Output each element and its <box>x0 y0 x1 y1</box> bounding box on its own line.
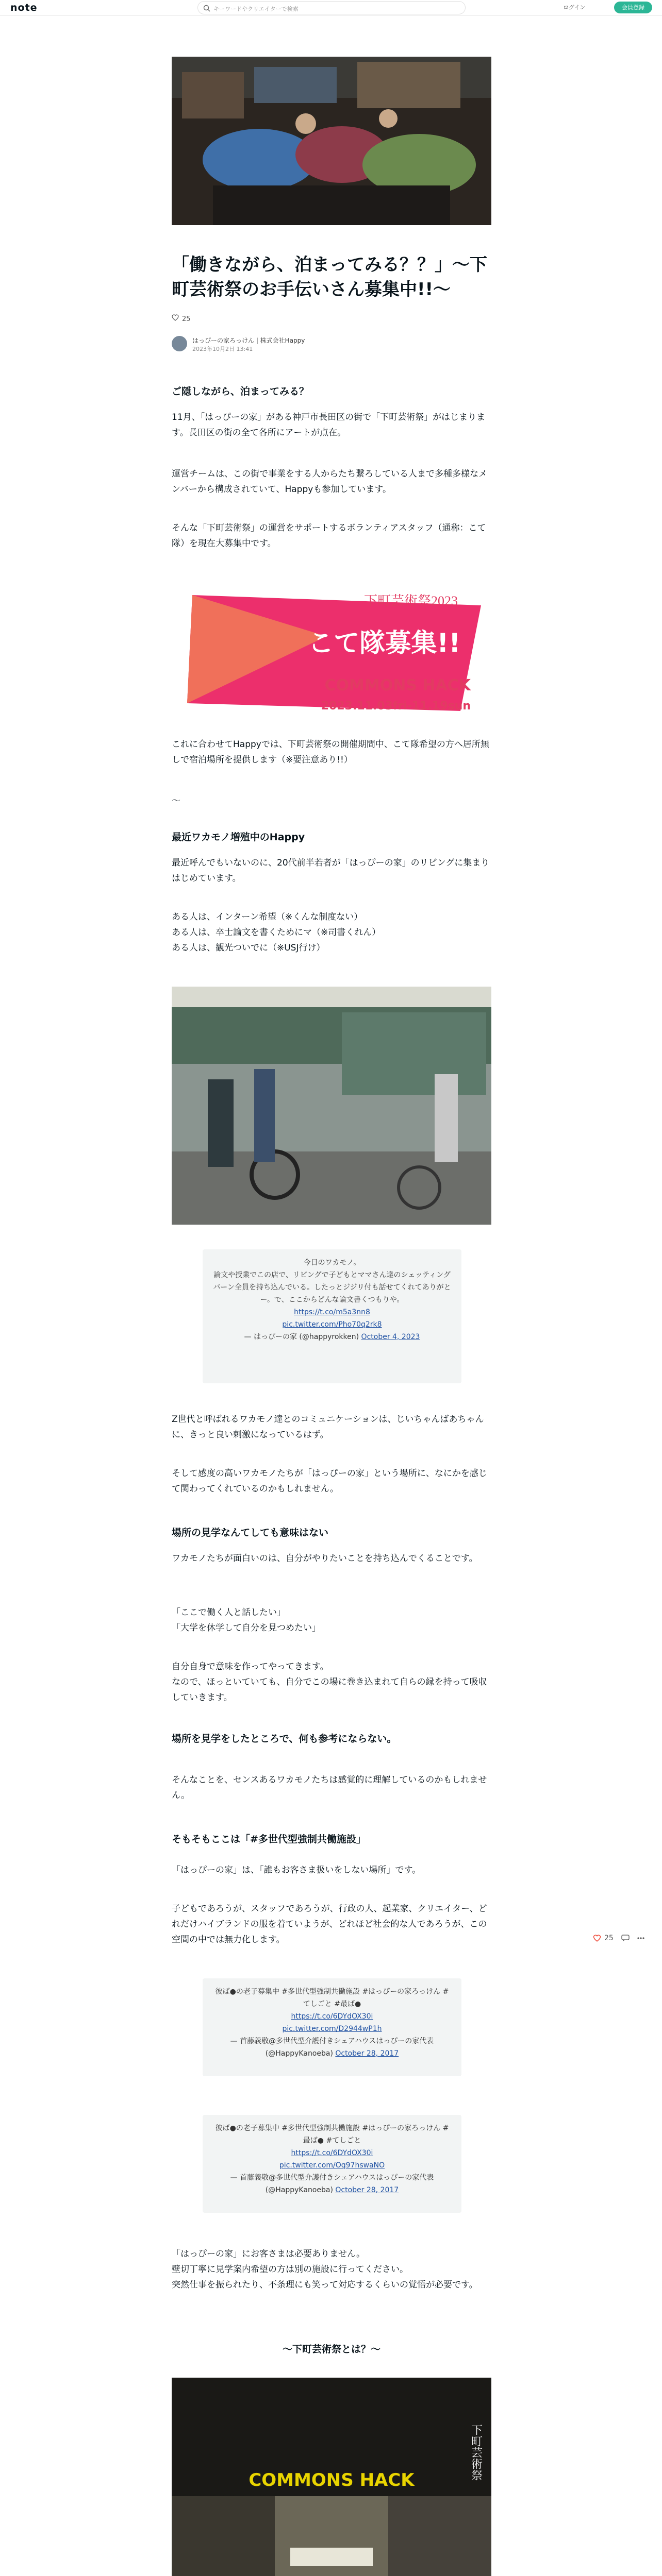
heart-icon <box>172 314 179 321</box>
more-icon[interactable] <box>637 1935 645 1944</box>
heading-nosee: 場所を見学をしたところで、何も参考にならない。 <box>172 1733 397 1744</box>
floating-actions <box>593 1935 650 1950</box>
paragraph: そんな「下町芸術祭」の運営をサポートするボランティアスタッフ（通称：こて隊）を現在大募集中です。 <box>172 523 486 549</box>
avatar[interactable] <box>172 336 187 351</box>
tweet-text: 論文や授業でこの店で、リビングで子どもとママさん達のシェッティングバーン全員を持ち込んでいる。したっとジジリ付も話せてくれてありがとー。で、ここからどんな論文書くつもりや。 <box>213 1271 451 1304</box>
street-photo <box>172 987 491 1225</box>
banner-sub: COMMONS HACK <box>324 676 471 694</box>
banner-dates: 2023.11.03fri-11.19sun <box>321 700 471 713</box>
tweet-author: — はっぴーの家 (@happyrokken) <box>244 1333 359 1341</box>
tweet-text: 彼ば●の老子募集中 #多世代型強制共働施設 #はっぴーの家ろっけん #てしごと #最ば● <box>215 1988 449 2008</box>
author-block[interactable] <box>172 335 491 353</box>
embedded-tweet[interactable] <box>203 1978 461 2076</box>
paragraph: Z世代と呼ばれるワカモノ達とのコミュニケーションは、じいちゃんばあちゃんに、きっと良い刺激になっているはず。 <box>172 1414 484 1440</box>
paragraph: 11月、「はっぴーの家」がある神戸市長田区の街で「下町芸術祭」がはじまります。長田区の街の全て各所にアートが点在。 <box>172 412 486 438</box>
search-icon <box>203 4 210 14</box>
signup-button[interactable]: 会員登録 <box>614 2 652 13</box>
paragraph: 最近呼んでもいないのに、20代前半若者が「はっぴーの家」のリビングに集まりはじめています。 <box>172 858 490 884</box>
heading-what: 〜下町芸術祭とは？〜 <box>282 2344 380 2355</box>
tweet-author: — 首藤義敬@多世代型介護付きシェアハウスはっぴーの家代表 (@HappyKanoeba) <box>230 2037 434 2058</box>
author-name[interactable]: はっぴーの家ろっけん | 株式会社Happy <box>192 337 305 344</box>
tweet-link[interactable]: https://t.co/m5a3nn8 <box>294 1308 370 1316</box>
heart-icon <box>593 1935 601 1942</box>
comment-icon[interactable] <box>621 1935 630 1944</box>
like-area[interactable] <box>172 314 191 323</box>
tweet-link[interactable]: https://t.co/6DYdOX30i <box>291 2149 373 2157</box>
paragraph: 「ここで働く人と話したい」 「大学を休学して自分を見つめたい」 <box>172 1607 321 1633</box>
paragraph: 子どもであろうが、スタッフであろうが、行政の人、起業家、クリエイター、どれだけハイブランドの服を着ていようが、どれほど社会的な人であろうが、この空間の中では無力化します。 <box>172 1904 487 1945</box>
paragraph: これに合わせてHappyでは、下町芸術祭の開催期間中、こて隊希望の方へ居所無しで宿泊場所を提供します（※要注意あり!!） <box>172 739 489 765</box>
recruit-banner <box>172 574 491 726</box>
tweet-link[interactable]: https://t.co/6DYdOX30i <box>291 2012 373 2021</box>
tweet-pic-link[interactable]: pic.twitter.com/D2944wP1h <box>282 2025 382 2033</box>
search-input[interactable] <box>197 1 466 14</box>
tweet-date[interactable]: October 28, 2017 <box>335 2186 399 2194</box>
embedded-tweet[interactable] <box>203 1249 461 1383</box>
paragraph: そんなことを、センスあるワカモノたちは感覚的に理解しているのかもしれません。 <box>172 1775 487 1801</box>
like-count: 25 <box>182 315 191 323</box>
article-title: 「働きながら、泊まってみる？？」〜下町芸術祭のお手伝いさん募集中!!〜 <box>172 255 487 300</box>
tweet-text: 彼ば●の老子募集中 #多世代型強制共働施設 #はっぴーの家ろっけん #最ば● #てしごと <box>215 2124 449 2145</box>
tweet-text: 今日のワカモノ。 <box>303 1259 361 1267</box>
banner-title: 下町芸術祭2023 <box>363 594 458 608</box>
top-header <box>0 0 662 16</box>
hero-photo <box>172 57 491 225</box>
heading-matter: 場所の見学なんてしても意味はない <box>172 1527 329 1538</box>
tweet-date[interactable]: October 4, 2023 <box>361 1333 420 1341</box>
paragraph: ワカモノたちが面白いのは、自分がやりたいことを持ち込んでくることです。 <box>172 1553 478 1564</box>
poster-side: 下町芸術祭 <box>469 2424 483 2481</box>
embedded-tweet[interactable] <box>203 2115 461 2213</box>
note-logo[interactable]: note <box>10 2 38 13</box>
tweet-pic-link[interactable]: pic.twitter.com/Pho70q2rk8 <box>282 1320 382 1329</box>
paragraph: 自分自身で意味を作ってやってきます。 なので、ほっといていても、自分でこの場に巻き込まれて自らの縁を持って吸収していきます。 <box>172 1662 487 1703</box>
poster-top: COMMONS HACK <box>249 2470 415 2490</box>
paragraph: 「はっぴーの家」は、「誰もお客さま扱いをしない場所」です。 <box>172 1865 421 1875</box>
paragraph: 運営チームは、この街で事業をする人からたち繋ろしている人まで多種多様なメンバーから構成されていて、Happyも参加しています。 <box>172 469 487 495</box>
paragraph: ある人は、インターン希望（※くんな制度ない） ある人は、卒士論文を書くためにマ（※司書くれん） ある人は、観光ついでに（※USJ行け） <box>172 912 381 953</box>
side-like-button[interactable] <box>593 1935 601 1944</box>
heading-tako: そもそもここは「#多世代型強制共働施設」 <box>172 1834 366 1845</box>
paragraph: そして感度の高いワカモノたちが「はっぴーの家」という場所に、なにかを感じて関わってくれているのかもしれません。 <box>172 1468 487 1494</box>
publish-date: 2023年10月2日 13:41 <box>192 346 253 352</box>
festival-poster <box>172 2378 491 2576</box>
tweet-date[interactable]: October 28, 2017 <box>335 2049 399 2058</box>
side-like-count: 25 <box>604 1934 614 1942</box>
heading-wakamono: 最近ワカモノ増殖中のHappy <box>172 832 305 843</box>
tweet-pic-link[interactable]: pic.twitter.com/Oq97hswaNO <box>279 2161 385 2170</box>
paragraph: 〜 <box>172 796 180 806</box>
heading-intro: ご隠しながら、泊まってみる？ <box>172 386 309 397</box>
login-button[interactable]: ログイン <box>563 4 586 11</box>
search-placeholder: キーワードやクリエイターで検索 <box>213 6 299 12</box>
paragraph: 「はっぴーの家」にお客さまは必要ありません。 壁切丁寧に見学案内希望の方は別の施設に行ってください。 突然仕事を振られたり、不条理にも笑って対応するくらいの覚悟が必要です。 <box>172 2249 478 2290</box>
tweet-author: — 首藤義敬@多世代型介護付きシェアハウスはっぴーの家代表 (@HappyKanoeba) <box>230 2174 434 2194</box>
banner-big: こて隊募集!! <box>308 628 460 658</box>
